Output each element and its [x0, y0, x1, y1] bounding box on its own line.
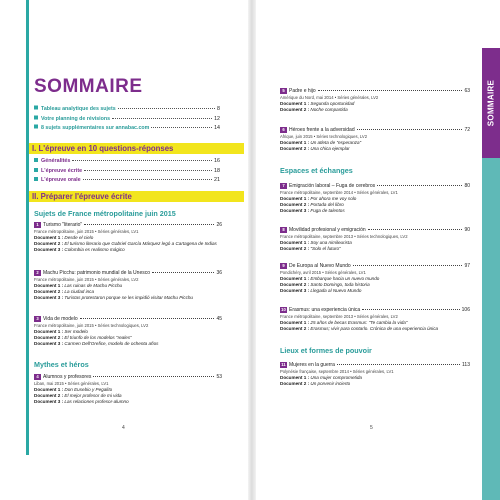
- entry-document: Document 2 : El turismo literario que Gabriel García Márquez legó a Cartagena de Indias: [34, 240, 217, 246]
- entry-number-badge: 5: [280, 88, 287, 94]
- entry-title: Machu Picchu: patrimonio mundial de la Unesco: [43, 270, 150, 276]
- entry-document: Document 1 : Las ruinas de Machu Picchu: [34, 282, 123, 288]
- entry-number-badge: 7: [280, 183, 287, 189]
- entry-number-badge: 9: [280, 263, 287, 269]
- entry-number-badge: 8: [280, 227, 287, 233]
- square-bullet-icon: [34, 168, 38, 172]
- entry-number-badge: 2: [34, 270, 41, 276]
- entry-document: Document 1 : Don Eusebio y Pegalito: [34, 386, 113, 392]
- entry-page: 53: [216, 374, 222, 380]
- toc-entry[interactable]: [34, 316, 222, 347]
- section1-list: [34, 158, 220, 187]
- toc-entry[interactable]: [34, 270, 222, 301]
- entry-document: Document 3 : Fuga de talentos: [280, 207, 345, 213]
- entry-document: Document 1 : Soy una nimileurista: [280, 239, 352, 245]
- toc-item[interactable]: Tableau analytique des sujets 8: [34, 106, 220, 116]
- subsection-heading: Sujets de France métropolitaine juin 2015: [34, 209, 176, 218]
- entry-number-badge: 4: [34, 374, 41, 380]
- toc-item[interactable]: L'épreuve écrite 18: [34, 168, 220, 178]
- entry-page: 26: [216, 222, 222, 228]
- toc-item[interactable]: Votre planning de révisions 12: [34, 116, 220, 126]
- entry-meta: Liban, mai 2015 • Séries générales, LV1: [34, 380, 109, 386]
- entry-document: Document 2 : "Solo el futuro": [280, 245, 341, 251]
- side-tab: [482, 48, 500, 158]
- entry-document: Document 2 : Una chica ejemplar: [280, 145, 350, 151]
- entry-document: Document 2 : La ciudad inca: [34, 288, 95, 294]
- entry-meta: France métropolitaine, septembre 2013 • Séries générales, LV2: [280, 313, 398, 319]
- entry-meta: France métropolitaine, juin 2015 • Séries générales, LV2: [34, 276, 139, 282]
- entry-number-badge: 11: [281, 362, 286, 367]
- entry-document: Document 2 : El triunfo de los modelos "reales": [34, 334, 132, 340]
- toc-item[interactable]: L'épreuve orale 21: [34, 177, 220, 187]
- entry-title: Emigración laboral – Fuga de cerebros: [289, 183, 376, 189]
- entry-document: Document 2 : Noche compartida: [280, 106, 348, 112]
- entry-title: Padre e hijo: [289, 88, 316, 94]
- toc-entry[interactable]: [280, 127, 470, 152]
- entry-page: 106: [461, 307, 470, 313]
- entry-document: Document 2 : El mejor profesor de mi vida: [34, 392, 122, 398]
- entry-page: 72: [464, 127, 470, 133]
- entry-page: 97: [464, 263, 470, 269]
- toc-entry[interactable]: [280, 88, 470, 113]
- entry-meta: France métropolitaine, juin 2015 • Séries générales, LV1: [34, 228, 139, 234]
- entry-page: 113: [462, 362, 470, 368]
- page-number: 5: [370, 425, 373, 431]
- entry-document: Document 3 : Llegada al Nuevo Mundo: [280, 287, 362, 293]
- side-tab-label: SOMMAIRE: [486, 79, 496, 127]
- entry-document: Document 2 : Erasmus; vivir para contarlo. Crónica de una experiencia única: [280, 325, 439, 331]
- toc-entry[interactable]: [34, 374, 222, 405]
- entry-page: 63: [464, 88, 470, 94]
- entry-meta: France métropolitaine, juin 2015 • Séries technologiques, LV2: [34, 322, 149, 328]
- square-bullet-icon: [34, 158, 38, 162]
- entry-meta: Polynésie française, septembre 2014 • Séries générales, LV1: [280, 368, 394, 374]
- entry-document: Document 3 : Carmen Dell'Orefice, modelo de ochenta años: [34, 340, 159, 346]
- entry-meta: Pondichéry, avril 2015 • Séries générales, LV1: [280, 269, 366, 275]
- entry-meta: France métropolitaine, septembre 2014 • Séries générales, LV1: [280, 189, 398, 195]
- entry-document: Document 1 : Embarque hacia un nuevo mundo: [280, 275, 380, 281]
- page-title: SOMMAIRE: [34, 76, 143, 97]
- subsection-heading: Mythes et héros: [34, 360, 89, 369]
- section-heading: I. L'épreuve en 10 questions-réponses: [29, 143, 244, 154]
- square-bullet-icon: [34, 177, 38, 181]
- entry-page: 80: [464, 183, 470, 189]
- entry-meta: Afrique, juin 2015 • Séries technologiques, LV2: [280, 133, 368, 139]
- square-bullet-icon: [34, 125, 38, 129]
- entry-document: Document 2 : Portada del libro: [280, 201, 344, 207]
- section-heading: II. Préparer l'épreuve écrite: [29, 191, 244, 202]
- entry-document: Document 1 : Un atleta de "esperanza": [280, 139, 362, 145]
- entry-document: Document 1 : Una mujer comprometida: [280, 374, 362, 380]
- entry-title: Mujeres en la guerra: [289, 362, 335, 368]
- side-color-strip: [482, 158, 500, 500]
- toc-entry[interactable]: [280, 307, 470, 332]
- entry-document: Document 1 : Desde el cielo: [34, 234, 94, 240]
- subsection-heading: Espaces et échanges: [280, 166, 353, 175]
- entry-document: Document 1 : Segunda oportunidad: [280, 100, 355, 106]
- entry-document: Document 3 : Las relaciones profesor-alumno: [34, 398, 129, 404]
- entry-number-badge: 6: [280, 127, 287, 133]
- square-bullet-icon: [34, 106, 38, 110]
- toc-entry[interactable]: [280, 227, 470, 252]
- page-number: 4: [122, 425, 125, 431]
- entry-page: 36: [216, 270, 222, 276]
- entry-page: 45: [216, 316, 222, 322]
- entry-document: Document 3 : Colombia es realismo mágico: [34, 246, 125, 252]
- entry-title: Erasmus: una experiencia única: [289, 307, 361, 313]
- entry-title: Movilidad profesional y emigración: [289, 227, 366, 233]
- entry-document: Document 1 : 25 años de becas Erasmus: "Te cambia la vida": [280, 319, 408, 325]
- entry-meta: France métropolitaine, septembre 2013 • Séries technologiques, LV2: [280, 233, 408, 239]
- square-bullet-icon: [34, 115, 38, 119]
- entry-document: Document 2 : Un porvenir incierto: [280, 380, 351, 386]
- subsection-heading: Lieux et formes de pouvoir: [280, 346, 372, 355]
- entry-document: Document 1 : Por ahora me voy solo: [280, 195, 357, 201]
- toc-item[interactable]: 8 sujets supplémentaires sur annabac.com 14: [34, 125, 220, 135]
- toc-entry[interactable]: [280, 263, 470, 294]
- entry-document: Document 2 : Santo Domingo, toda historia: [280, 281, 370, 287]
- toc-item[interactable]: Généralités 16: [34, 158, 220, 168]
- entry-document: Document 1 : Ser modelo: [34, 328, 88, 334]
- toc-entry[interactable]: [280, 183, 470, 214]
- entry-number-badge: 3: [34, 316, 41, 322]
- entry-meta: Amérique du Nord, mai 2014 • Séries générales, LV2: [280, 94, 379, 100]
- entry-number-badge: 10: [281, 307, 286, 312]
- toc-entry[interactable]: [34, 222, 222, 253]
- toc-entry[interactable]: [280, 362, 470, 387]
- entry-title: Vida de modelo: [43, 316, 78, 322]
- entry-number-badge: 1: [34, 222, 41, 228]
- entry-title: Alumnos y profesores: [43, 374, 92, 380]
- entry-document: Document 3 : Turistas protestaron porque se les impidió visitar Machu Picchu: [34, 294, 193, 300]
- teal-margin-rule: [26, 0, 29, 455]
- entry-page: 90: [464, 227, 470, 233]
- entry-title: De Europa al Nuevo Mundo: [289, 263, 351, 269]
- entry-title: Héroes frente a la adversidad: [289, 127, 355, 133]
- toc-top-list: [34, 106, 220, 135]
- entry-title: Turismo "literario": [43, 222, 83, 228]
